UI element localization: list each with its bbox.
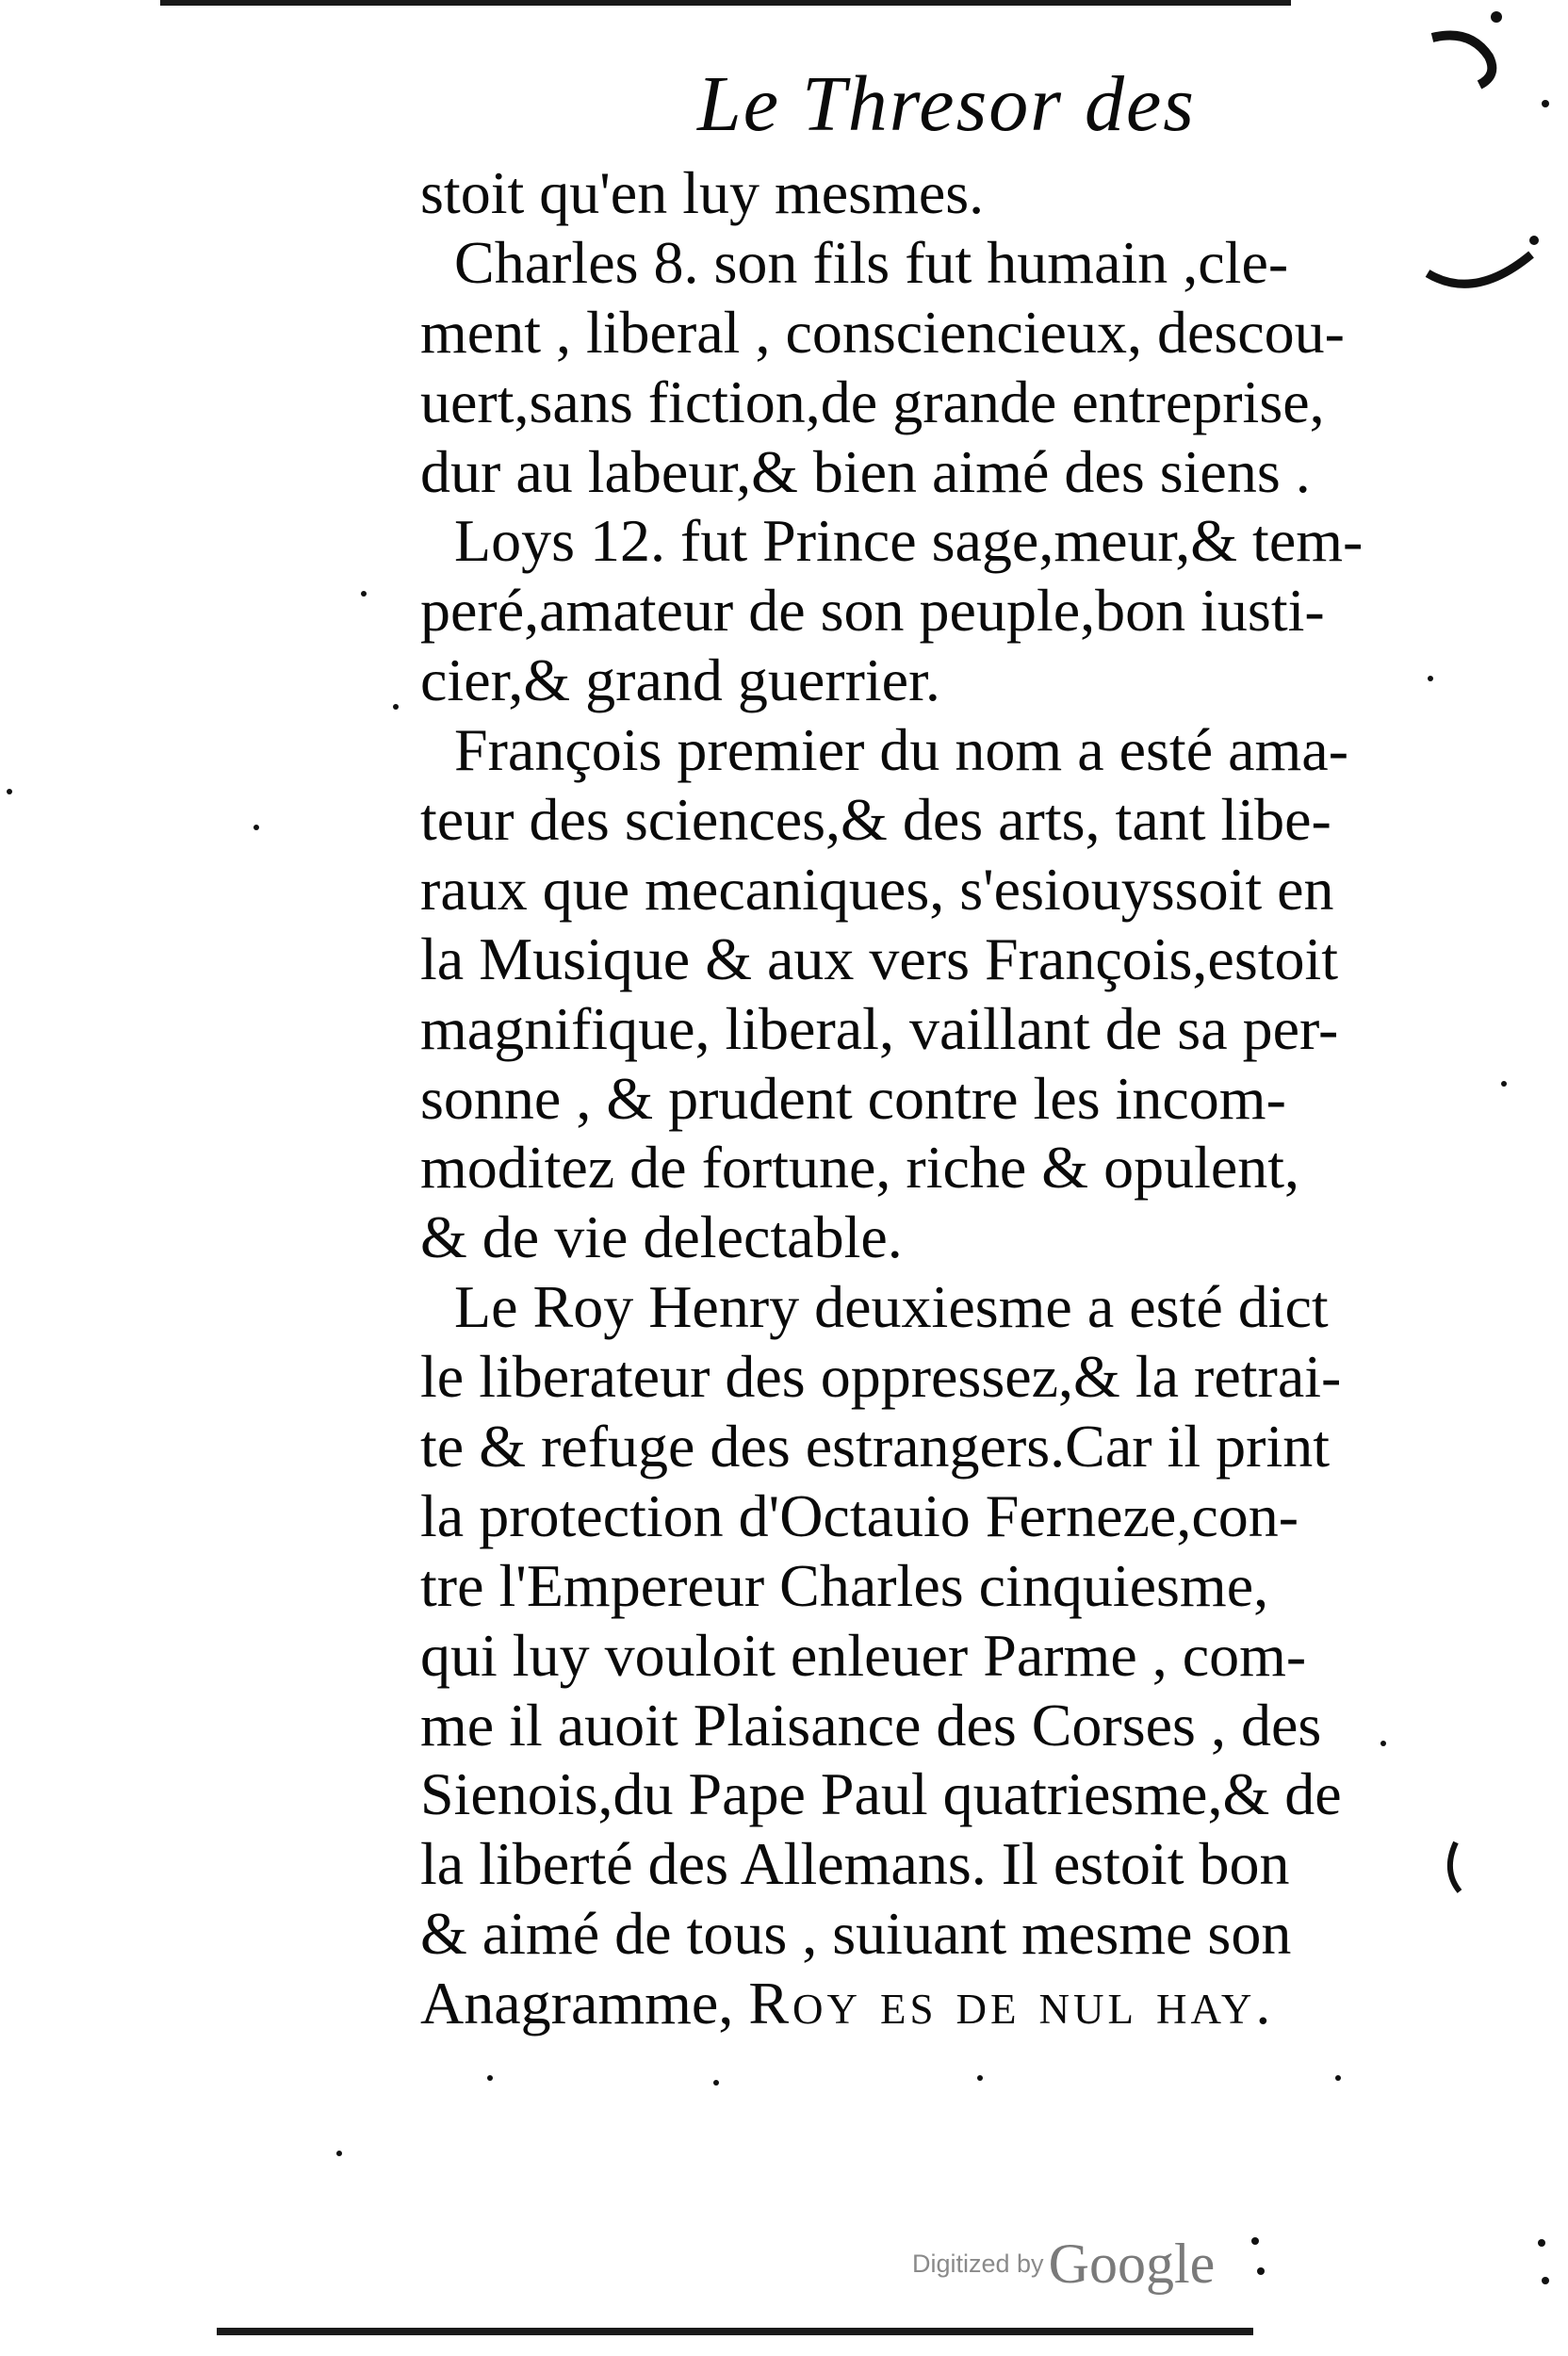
digitized-watermark	[912, 2232, 1215, 2297]
text-line: & de vie delectable.	[420, 1203, 903, 1271]
text-line: dur au labeur,& bien aimé des siens .	[420, 437, 1311, 505]
text-line: tre l'Empereur Charles cinquiesme,	[420, 1551, 1269, 1619]
speck	[1529, 236, 1539, 245]
speck	[1491, 11, 1502, 23]
text-line: te & refuge des estrangers.Car il print	[420, 1413, 1330, 1481]
text-line: teur des sciences,& des arts, tant libe-	[420, 786, 1331, 854]
speck	[253, 825, 259, 830]
speck	[1542, 2277, 1549, 2284]
text-line: & aimé de tous , suiuant mesme son	[420, 1900, 1292, 1968]
text-line: qui luy vouloit enleuer Parme , com-	[420, 1621, 1307, 1689]
text-line: Sienois,du Pape Paul quatriesme,& de	[420, 1760, 1342, 1828]
text-line: Charles 8. son fils fut humain ,cle-	[454, 228, 1289, 296]
speck	[977, 2075, 983, 2081]
text-line: raux que mecaniques, s'esiouyssoit en	[420, 855, 1334, 923]
speck	[1257, 2267, 1265, 2275]
text-line: peré,amateur de son peuple,bon iusti-	[420, 577, 1325, 645]
bottom-scan-edge	[217, 2328, 1253, 2335]
text-line: cier,& grand guerrier.	[420, 646, 940, 714]
running-head: Le Thresor des	[697, 60, 1196, 148]
margin-mark-paren	[1450, 1842, 1460, 1891]
text-line: Loys 12. fut Prince sage,meur,& tem-	[454, 507, 1364, 575]
speck	[393, 704, 399, 710]
speck	[1428, 676, 1433, 681]
digitized-label: Digitized by	[912, 2250, 1044, 2278]
text-line: magnifique, liberal, vaillant de sa per-	[420, 994, 1339, 1062]
text-line: uert,sans fiction,de grande entreprise,	[420, 368, 1325, 435]
speck	[7, 789, 12, 794]
text-line: la liberté des Allemans. Il estoit bon	[420, 1830, 1290, 1898]
speck	[713, 2080, 719, 2086]
google-logo: Google	[1048, 2233, 1216, 2295]
speck	[1501, 1081, 1507, 1087]
speck	[1251, 2237, 1259, 2245]
text-line: le liberateur des oppressez,& la retrai-	[420, 1343, 1342, 1411]
text-line: Le Roy Henry deuxiesme a esté dict	[454, 1273, 1329, 1341]
text-line: stoit qu'en luy mesmes.	[420, 159, 985, 226]
text-line: ment , liberal , consciencieux, descou-	[420, 298, 1345, 366]
speck	[1542, 100, 1549, 107]
speck	[1380, 1741, 1386, 1746]
margin-mark-right	[1428, 254, 1531, 284]
text-line: me il auoit Plaisance des Corses , des	[420, 1691, 1322, 1759]
text-line: la Musique & aux vers François,estoit	[420, 924, 1339, 992]
anagram-prefix: Anagramme,	[420, 1970, 749, 2037]
speck	[487, 2075, 493, 2081]
text-line: François premier du nom a esté ama-	[454, 716, 1348, 784]
speck	[336, 2151, 342, 2156]
margin-mark-top	[1432, 36, 1492, 86]
speck	[361, 591, 367, 597]
text-line: la protection d'Octauio Ferneze,con-	[420, 1481, 1299, 1549]
text-line: sonne , & prudent contre les incom-	[420, 1064, 1286, 1132]
text-line: moditez de fortune, riche & opulent,	[420, 1134, 1300, 1202]
speck	[1538, 2239, 1545, 2247]
anagram-small-caps: Roy es de nul hay.	[748, 1970, 1275, 2037]
speck	[1335, 2075, 1341, 2081]
